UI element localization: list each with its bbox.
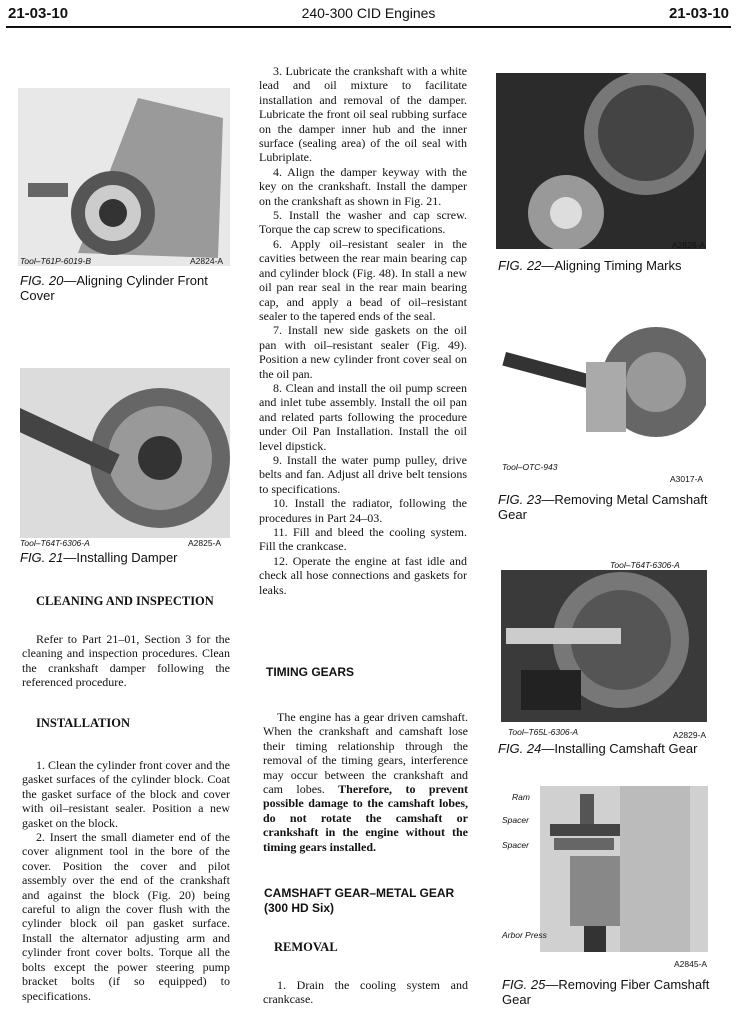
figure-25-caption-text: —Removing Fiber Camshaft Gear — [502, 977, 710, 1007]
step-7: 7. Install new side gaskets on the oil pan with oil–resistant sealer (Fig. 49). Position a new cylinder front cover seal on the oil pan. — [259, 323, 467, 381]
figure-25-caption — [502, 977, 712, 1007]
installation-steps-left — [22, 758, 230, 1003]
figure-24-photo — [501, 570, 707, 722]
figure-20-number: FIG. 20 — [20, 273, 64, 288]
step-10: 10. Install the radiator, following the procedures in Part 24–03. — [259, 496, 467, 525]
figure-23-code: A3017-A — [670, 474, 704, 484]
figure-21-caption — [20, 550, 230, 565]
figure-22-caption-text: —Aligning Timing Marks — [541, 258, 682, 273]
figure-25-number: FIG. 25 — [502, 977, 546, 992]
figure-23-number: FIG. 23 — [498, 492, 542, 507]
figure-23-tool-label: Tool–OTC-943 — [502, 462, 558, 472]
arbor-press-illustration — [540, 786, 708, 952]
step-12: 12. Operate the engine at fast idle and check all hose connections and gaskets for leaks. — [259, 553, 467, 597]
figure-22-code: A2826-A — [672, 240, 706, 250]
label-ram: Ram — [512, 792, 530, 802]
timing-warning: Therefore, to prevent possible damage to the camshaft lobes, do not rotate the camshaft or crankshaft in the engine without the timing gears installed. — [263, 782, 468, 854]
timing-gears-paragraph: The engine has a gear driven camshaft. When the crankshaft and camshaft lose their timing relationship through the removal of the timing gears, interference may occur between the crankshaft and cam lobes. Therefore, to prevent possible damage to the camshaft lobes, do not rotate the camshaft or crankshaft in the engine without the timing gears installed. — [263, 710, 468, 854]
figure-20-caption — [20, 273, 220, 303]
damper-illustration — [20, 368, 230, 538]
figure-22-photo — [496, 73, 706, 249]
figure-21-number: FIG. 21 — [20, 550, 64, 565]
figure-24-caption-text: —Installing Camshaft Gear — [541, 741, 698, 756]
camshaft-install-illustration — [501, 570, 707, 722]
heading-installation: INSTALLATION — [36, 716, 131, 730]
figure-20-tool-label: Tool–T61P-6019-B — [20, 256, 92, 266]
figure-24-top-tool-label: Tool–T64T-6306-A — [610, 560, 680, 570]
cleaning-paragraph: Refer to Part 21–01, Section 3 for the cleaning and inspection procedures. Clean the crankshaft damper following the referenced procedure. — [22, 632, 230, 690]
heading-removal: REMOVAL — [274, 940, 338, 954]
figure-20-code: A2824-A — [190, 256, 224, 266]
figure-23-photo — [496, 322, 706, 450]
figure-24-caption — [498, 741, 713, 756]
removal-step-1: 1. Drain the cooling system and crankcase. — [263, 978, 468, 1007]
step-2: 2. Insert the small diameter end of the cover alignment tool in the bore of the cover. Position the cover and pilot assembly over the end of the crankshaft and against the block (Fig. 20) being careful to align the cover flush with the cylinder block oil pan gasket surface. Install the alternator adjusting arm and cylinder front cover bolts. Torque all the bolts except the power steering pump bracket bolts (if so equipped) to specifications. — [22, 830, 230, 1003]
label-spacer-1: Spacer — [502, 815, 529, 825]
removal-steps — [263, 978, 468, 1007]
heading-camshaft-gear-metal: CAMSHAFT GEAR–METAL GEAR (300 HD Six) — [264, 886, 455, 915]
front-cover-illustration — [18, 88, 230, 266]
heading-cleaning-inspection: CLEANING AND INSPECTION — [36, 594, 214, 608]
figure-24-code: A2829-A — [673, 730, 707, 740]
figure-21-tool-label: Tool–T64T-6306-A — [20, 538, 90, 548]
step-8: 8. Clean and install the oil pump screen and inlet tube assembly. Install the oil pan and related parts following the procedure under Oil Pan Installation. Install the oil level dipstick. — [259, 380, 467, 453]
figure-22-number: FIG. 22 — [498, 258, 542, 273]
figure-23-caption-text: —Removing Metal Camshaft Gear — [498, 492, 708, 522]
label-spacer-2: Spacer — [502, 840, 529, 850]
figure-20-photo — [18, 88, 230, 266]
figure-25-photo — [540, 786, 708, 952]
step-6: 6. Apply oil–resistant sealer in the cavities between the rear main bearing cap and cylinder block (Fig. 48). In stall a new oil pan rear seal in the rear main bearing cap, and apply a bead of oil–resistant sealer to the tapered ends of the seal. — [259, 236, 467, 323]
timing-gears-illustration — [496, 73, 706, 249]
step-4: 4. Align the damper keyway with the key on the crankshaft. Install the damper on the crankshaft as shown in Fig. 21. — [259, 164, 467, 208]
figure-23-caption — [498, 492, 713, 522]
step-5: 5. Install the washer and cap screw. Torque the cap screw to specifications. — [259, 208, 467, 237]
figure-24-tool-label: Tool–T65L-6306-A — [508, 727, 579, 737]
figure-20-caption-text: —Aligning Cylinder Front Cover — [20, 273, 208, 303]
figure-21-caption-text: —Installing Damper — [63, 550, 178, 565]
figure-21-code: A2825-A — [188, 538, 222, 548]
running-title: 240-300 CID Engines — [301, 5, 436, 21]
figure-25-code: A2845-A — [674, 959, 708, 969]
figure-24-number: FIG. 24 — [498, 741, 542, 756]
step-1: 1. Clean the cylinder front cover and the gasket surfaces of the cylinder block. Coat the gasket surface of the block and cover with oil–resistant sealer. Position a new gasket on the block. — [22, 758, 230, 830]
installation-steps-middle — [259, 64, 467, 597]
figure-21-photo — [20, 368, 230, 538]
label-arbor-press: Arbor Press — [502, 930, 547, 940]
page-number-right: 21-03-10 — [668, 5, 729, 22]
gear-puller-illustration — [496, 322, 706, 450]
step-3: 3. Lubricate the crankshaft with a white lead and oil mixture to facilitate installation and removal of the damper. Lubricate the front oil seal rubbing surface on the damper inner hub and the inner surface (sealing area) of the oil seal with Lubriplate. — [259, 64, 467, 165]
step-11: 11. Fill and bleed the cooling system. Fill the crankcase. — [259, 525, 467, 554]
heading-timing-gears: TIMING GEARS — [266, 665, 355, 679]
figure-22-caption — [498, 258, 713, 273]
step-9: 9. Install the water pump pulley, drive belts and fan. Adjust all drive belt tensions to specifications. — [259, 452, 467, 496]
page-number-left: 21-03-10 — [8, 5, 69, 22]
header-rule — [6, 26, 731, 28]
